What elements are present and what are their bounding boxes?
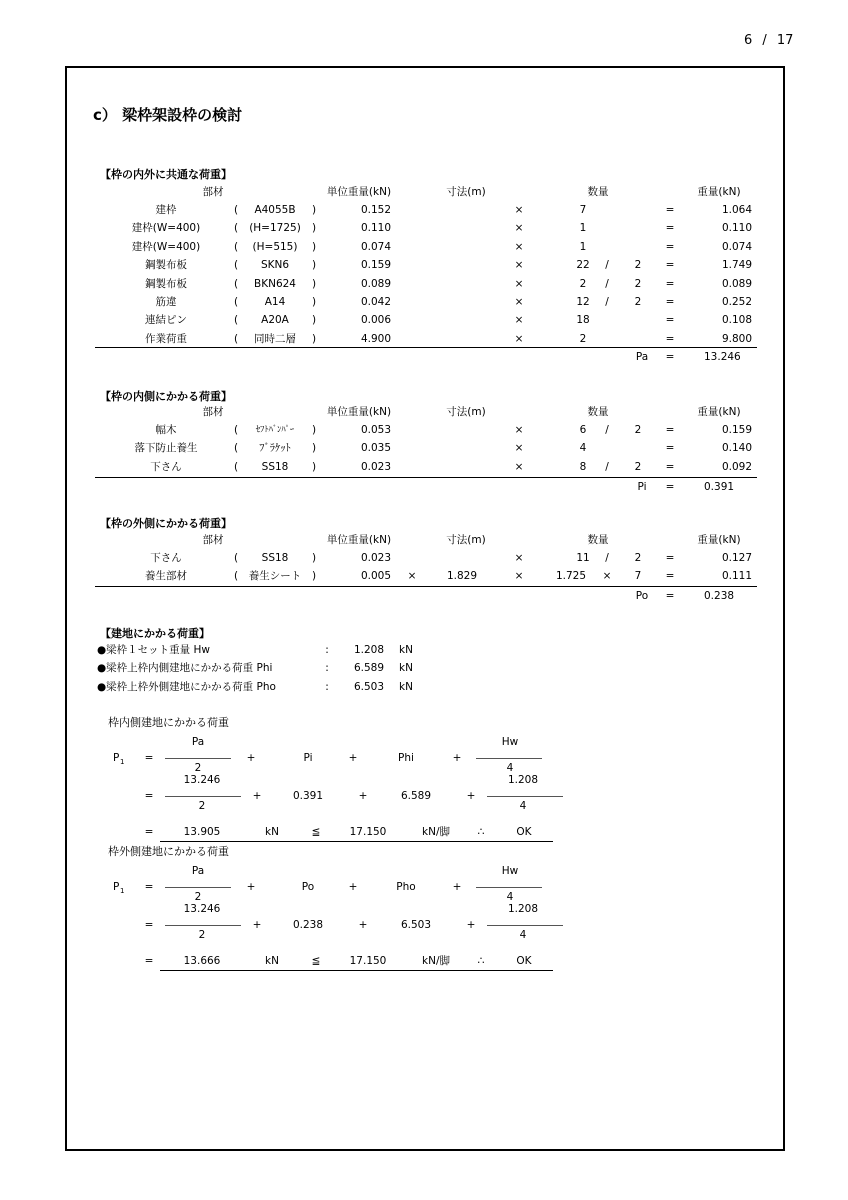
row-times: × — [514, 204, 524, 216]
calc-fraction2-numerator: Hw — [501, 736, 519, 748]
calc-result-unit: kN — [265, 826, 279, 838]
row-equals: = — [665, 314, 675, 327]
calc-therefore: ∴ — [477, 826, 485, 838]
row-spec: 同時二層 — [254, 332, 296, 345]
row-weight: 0.159 — [721, 424, 752, 436]
ground-item-value: 6.589 — [353, 662, 385, 674]
calc-result: 13.905 — [183, 826, 221, 838]
row-quantity: 11 — [576, 552, 590, 564]
calc-value-p: 0.238 — [292, 919, 324, 931]
row-spec: SS18 — [261, 552, 289, 564]
header-part: 部材 — [202, 406, 224, 418]
row-weight: 0.074 — [721, 240, 752, 253]
row-unit-weight: 0.110 — [360, 222, 391, 235]
row-weight: 9.800 — [721, 332, 752, 345]
row-paren-open: ( — [233, 296, 239, 308]
section-title: c） 梁枠架設枠の検討 — [93, 106, 243, 124]
calc-plus: + — [252, 919, 262, 931]
total-pi-label: Pi — [637, 481, 647, 493]
calc-value-ph: 6.589 — [400, 790, 432, 802]
row-weight: 0.092 — [721, 460, 752, 473]
table-inner-rule — [95, 477, 757, 478]
calc-plus: + — [452, 881, 462, 893]
row-part-name: 建枠(W=400) — [131, 222, 201, 235]
row-unit-weight: 0.159 — [360, 259, 391, 272]
row-dimension: 1.829 — [446, 570, 477, 583]
row-spec: 養生シート — [248, 570, 302, 583]
row-equals: = — [665, 570, 675, 583]
calc-equals: = — [144, 919, 154, 931]
ground-item-label: ●梁枠１セット重量 Hw — [97, 644, 210, 656]
total-pa-eq: = — [665, 351, 675, 363]
row-weight: 0.252 — [721, 296, 752, 308]
row-unit-weight: 0.089 — [360, 277, 391, 290]
row-unit-weight: 4.900 — [360, 332, 391, 345]
calc-plus: + — [252, 790, 262, 802]
table-outer-rule — [95, 586, 757, 587]
row-paren-close: ) — [311, 332, 317, 345]
row-spec: BKN624 — [254, 277, 296, 290]
calc-fraction-bar — [165, 887, 231, 888]
ground-item-unit: kN — [399, 681, 413, 693]
calc-term-p: Po — [301, 881, 315, 893]
row-spec: A4055B — [254, 204, 296, 216]
row-part-name: 建枠(W=400) — [131, 240, 201, 253]
row-spec: ﾌﾞﾗｹｯﾄ — [259, 442, 291, 455]
row-paren-open: ( — [233, 240, 239, 253]
calc-p-symbol: P — [113, 752, 120, 764]
row-unit-weight: 0.023 — [360, 460, 391, 473]
header-unit-weight: 単位重量(kN) — [326, 186, 392, 198]
calc-therefore: ∴ — [477, 955, 485, 967]
row-slash: × — [602, 570, 612, 583]
total-pa-value: 13.246 — [704, 351, 741, 363]
calc-heading: 枠外側建地にかかる荷重 — [108, 845, 229, 858]
table-common-rule — [95, 347, 757, 348]
row-quantity: 12 — [576, 296, 590, 308]
calc-equals: = — [144, 955, 154, 967]
row-unit-weight: 0.005 — [360, 570, 391, 583]
calc-fraction-numerator: Pa — [191, 736, 205, 748]
row-quantity: 1 — [579, 240, 587, 253]
calc-value-bar — [165, 925, 241, 926]
row-times: × — [514, 442, 524, 455]
calc-p-subscript: 1 — [120, 758, 125, 766]
row-divisor: 2 — [634, 277, 642, 290]
header-unit-weight: 単位重量(kN) — [326, 534, 392, 546]
row-weight: 1.064 — [721, 204, 752, 216]
row-paren-close: ) — [311, 424, 317, 436]
row-divisor: 2 — [634, 296, 642, 308]
row-divisor: 7 — [634, 570, 642, 583]
row-part-name: 幅木 — [155, 424, 177, 436]
calc-fraction2-bar — [476, 887, 542, 888]
row-times-dim: × — [407, 570, 417, 583]
calc-limit: 17.150 — [349, 826, 387, 838]
row-divisor: 2 — [634, 552, 642, 564]
row-unit-weight: 0.042 — [360, 296, 391, 308]
calc-value2-numerator: 1.208 — [507, 903, 539, 915]
calc-ok: OK — [516, 955, 532, 967]
row-paren-close: ) — [311, 277, 317, 290]
calc-p-subscript: 1 — [120, 887, 125, 895]
calc-value2-numerator: 1.208 — [507, 774, 539, 786]
calc-value2-bar — [487, 925, 563, 926]
row-paren-open: ( — [233, 314, 239, 327]
calc-term-ph: Phi — [398, 752, 414, 764]
calc-fraction-bar — [165, 758, 231, 759]
header-unit-weight: 単位重量(kN) — [326, 406, 392, 418]
row-paren-open: ( — [233, 277, 239, 290]
row-quantity: 1 — [579, 222, 587, 235]
row-weight: 1.749 — [721, 259, 752, 272]
row-paren-open: ( — [233, 460, 239, 473]
calc-less-equal: ≦ — [311, 826, 321, 838]
page-number: 6 / 17 — [744, 33, 794, 48]
row-times: × — [514, 222, 524, 235]
heading-ground-loads: 【建地にかかる荷重】 — [100, 627, 210, 640]
row-paren-open: ( — [233, 552, 239, 564]
row-times: × — [514, 424, 524, 436]
row-spec: A20A — [261, 314, 289, 327]
row-quantity: 7 — [579, 204, 587, 216]
row-divisor: 2 — [634, 259, 642, 272]
calc-limit-unit: kN/脚 — [422, 955, 450, 967]
row-paren-close: ) — [311, 240, 317, 253]
row-paren-open: ( — [233, 222, 239, 235]
calc-value-p: 0.391 — [292, 790, 324, 802]
ground-item-label: ●梁枠上枠内側建地にかかる荷重 Phi — [97, 662, 273, 674]
ground-item-label: ●梁枠上枠外側建地にかかる荷重 Pho — [97, 681, 276, 693]
row-unit-weight: 0.152 — [360, 204, 391, 216]
row-paren-open: ( — [233, 424, 239, 436]
row-weight: 0.108 — [721, 314, 752, 327]
row-paren-close: ) — [311, 204, 317, 216]
calc-value-denominator: 2 — [198, 929, 206, 941]
calc-plus: + — [452, 752, 462, 764]
row-weight: 0.127 — [721, 552, 752, 564]
row-spec: (H=1725) — [249, 222, 301, 235]
calc-fraction-denominator: 2 — [194, 891, 202, 903]
row-quantity: 6 — [579, 424, 587, 436]
row-times: × — [514, 259, 524, 272]
row-unit-weight: 0.074 — [360, 240, 391, 253]
heading-outer-loads: 【枠の外側にかかる荷重】 — [100, 517, 232, 530]
row-part-name: 建枠 — [155, 204, 177, 216]
row-slash: / — [605, 552, 609, 564]
calc-result-unit: kN — [265, 955, 279, 967]
calc-fraction2-denominator: 4 — [506, 891, 514, 903]
row-quantity: 1.725 — [555, 570, 586, 583]
calc-result-underline — [160, 841, 553, 842]
row-divisor: 2 — [634, 460, 642, 473]
row-unit-weight: 0.053 — [360, 424, 391, 436]
row-spec: ｾﾌﾄﾊﾞﾝﾊﾟｰ — [255, 425, 295, 435]
row-divisor: 2 — [634, 424, 642, 436]
total-po-value: 0.238 — [704, 590, 735, 602]
row-times: × — [514, 314, 524, 327]
calc-value-ph: 6.503 — [400, 919, 432, 931]
row-part-name: 筋違 — [155, 296, 177, 308]
row-part-name: 鋼製布板 — [145, 277, 187, 290]
row-quantity: 2 — [579, 277, 587, 290]
ground-item-value: 1.208 — [353, 644, 385, 656]
total-pa-label: Pa — [635, 351, 649, 363]
row-part-name: 落下防止養生 — [134, 442, 198, 455]
calc-equals: = — [144, 881, 154, 893]
row-times: × — [514, 240, 524, 253]
row-times: × — [514, 552, 524, 564]
calc-fraction-numerator: Pa — [191, 865, 205, 877]
row-part-name: 連結ピン — [145, 314, 187, 327]
calc-plus: + — [246, 881, 256, 893]
calc-plus: + — [348, 881, 358, 893]
header-quantity: 数量 — [587, 406, 609, 418]
header-dimension: 寸法(m) — [446, 534, 486, 546]
row-quantity: 18 — [576, 314, 590, 327]
row-spec: A14 — [264, 296, 286, 308]
row-equals: = — [665, 277, 675, 290]
calc-equals: = — [144, 790, 154, 802]
row-times: × — [514, 296, 524, 308]
calc-value2-denominator: 4 — [519, 929, 527, 941]
row-weight: 0.111 — [721, 570, 752, 583]
row-equals: = — [665, 460, 675, 473]
row-spec: SS18 — [261, 460, 289, 473]
calc-limit: 17.150 — [349, 955, 387, 967]
calc-value-numerator: 13.246 — [183, 774, 221, 786]
row-equals: = — [665, 442, 675, 455]
row-quantity: 8 — [579, 460, 587, 473]
row-equals: = — [665, 222, 675, 235]
row-paren-close: ) — [311, 460, 317, 473]
row-paren-close: ) — [311, 570, 317, 583]
row-part-name: 下さん — [150, 460, 182, 473]
row-unit-weight: 0.023 — [360, 552, 391, 564]
calc-plus: + — [246, 752, 256, 764]
header-dimension: 寸法(m) — [446, 406, 486, 418]
row-slash: / — [605, 296, 609, 308]
row-weight: 0.089 — [721, 277, 752, 290]
total-po-eq: = — [665, 590, 675, 602]
row-times: × — [514, 570, 524, 583]
calc-term-ph: Pho — [396, 881, 416, 893]
row-paren-open: ( — [233, 442, 239, 455]
row-quantity: 22 — [576, 259, 590, 272]
row-equals: = — [665, 552, 675, 564]
calc-value-numerator: 13.246 — [183, 903, 221, 915]
row-equals: = — [665, 332, 675, 345]
header-weight: 重量(kN) — [697, 534, 741, 546]
row-paren-close: ) — [311, 296, 317, 308]
calc-result-underline — [160, 970, 553, 971]
calc-fraction-denominator: 2 — [194, 762, 202, 774]
row-spec: SKN6 — [260, 259, 290, 272]
ground-item-unit: kN — [399, 644, 413, 656]
row-paren-open: ( — [233, 332, 239, 345]
header-weight: 重量(kN) — [697, 406, 741, 418]
header-part: 部材 — [202, 534, 224, 546]
heading-common-loads: 【枠の内外に共通な荷重】 — [100, 168, 232, 181]
row-unit-weight: 0.035 — [360, 442, 391, 455]
row-equals: = — [665, 424, 675, 436]
calc-equals: = — [144, 826, 154, 838]
header-part: 部材 — [202, 186, 224, 198]
row-weight: 0.140 — [721, 442, 752, 455]
calc-p-symbol: P — [113, 881, 120, 893]
calc-fraction2-bar — [476, 758, 542, 759]
row-paren-open: ( — [233, 259, 239, 272]
row-paren-close: ) — [311, 314, 317, 327]
calc-ok: OK — [516, 826, 532, 838]
row-paren-open: ( — [233, 570, 239, 583]
row-equals: = — [665, 259, 675, 272]
total-po-label: Po — [635, 590, 649, 602]
row-part-name: 下さん — [150, 552, 182, 564]
calc-fraction2-denominator: 4 — [506, 762, 514, 774]
row-part-name: 鋼製布板 — [145, 259, 187, 272]
row-slash: / — [605, 424, 609, 436]
calc-value-bar — [165, 796, 241, 797]
calc-fraction2-numerator: Hw — [501, 865, 519, 877]
row-slash: / — [605, 277, 609, 290]
total-pi-eq: = — [665, 481, 675, 493]
calc-heading: 枠内側建地にかかる荷重 — [108, 716, 229, 729]
heading-inner-loads: 【枠の内側にかかる荷重】 — [100, 390, 232, 403]
calc-plus: + — [466, 919, 476, 931]
row-part-name: 作業荷重 — [145, 332, 187, 345]
header-dimension: 寸法(m) — [446, 186, 486, 198]
ground-item-unit: kN — [399, 662, 413, 674]
row-quantity: 2 — [579, 332, 587, 345]
row-paren-close: ) — [311, 442, 317, 455]
row-paren-open: ( — [233, 204, 239, 216]
row-weight: 0.110 — [721, 222, 752, 235]
calc-plus: + — [358, 790, 368, 802]
calc-plus: + — [358, 919, 368, 931]
row-paren-close: ) — [311, 222, 317, 235]
ground-item-colon: : — [325, 662, 329, 674]
row-part-name: 養生部材 — [145, 570, 187, 583]
row-slash: / — [605, 460, 609, 473]
ground-item-colon: : — [325, 644, 329, 656]
row-times: × — [514, 277, 524, 290]
row-paren-close: ) — [311, 552, 317, 564]
row-equals: = — [665, 204, 675, 216]
calc-plus: + — [348, 752, 358, 764]
header-weight: 重量(kN) — [697, 186, 741, 198]
calc-value-denominator: 2 — [198, 800, 206, 812]
row-times: × — [514, 460, 524, 473]
calc-value2-denominator: 4 — [519, 800, 527, 812]
row-slash: / — [605, 259, 609, 272]
calc-equals: = — [144, 752, 154, 764]
header-quantity: 数量 — [587, 186, 609, 198]
row-spec: (H=515) — [252, 240, 298, 253]
calc-result: 13.666 — [183, 955, 221, 967]
row-times: × — [514, 332, 524, 345]
calc-limit-unit: kN/脚 — [422, 826, 450, 838]
row-unit-weight: 0.006 — [360, 314, 391, 327]
ground-item-value: 6.503 — [353, 681, 385, 693]
row-paren-close: ) — [311, 259, 317, 272]
row-equals: = — [665, 240, 675, 253]
calc-plus: + — [466, 790, 476, 802]
header-quantity: 数量 — [587, 534, 609, 546]
ground-item-colon: : — [325, 681, 329, 693]
calc-term-p: Pi — [303, 752, 313, 764]
total-pi-value: 0.391 — [704, 481, 735, 493]
calc-less-equal: ≦ — [311, 955, 321, 967]
row-equals: = — [665, 296, 675, 308]
calc-value2-bar — [487, 796, 563, 797]
row-quantity: 4 — [579, 442, 587, 455]
